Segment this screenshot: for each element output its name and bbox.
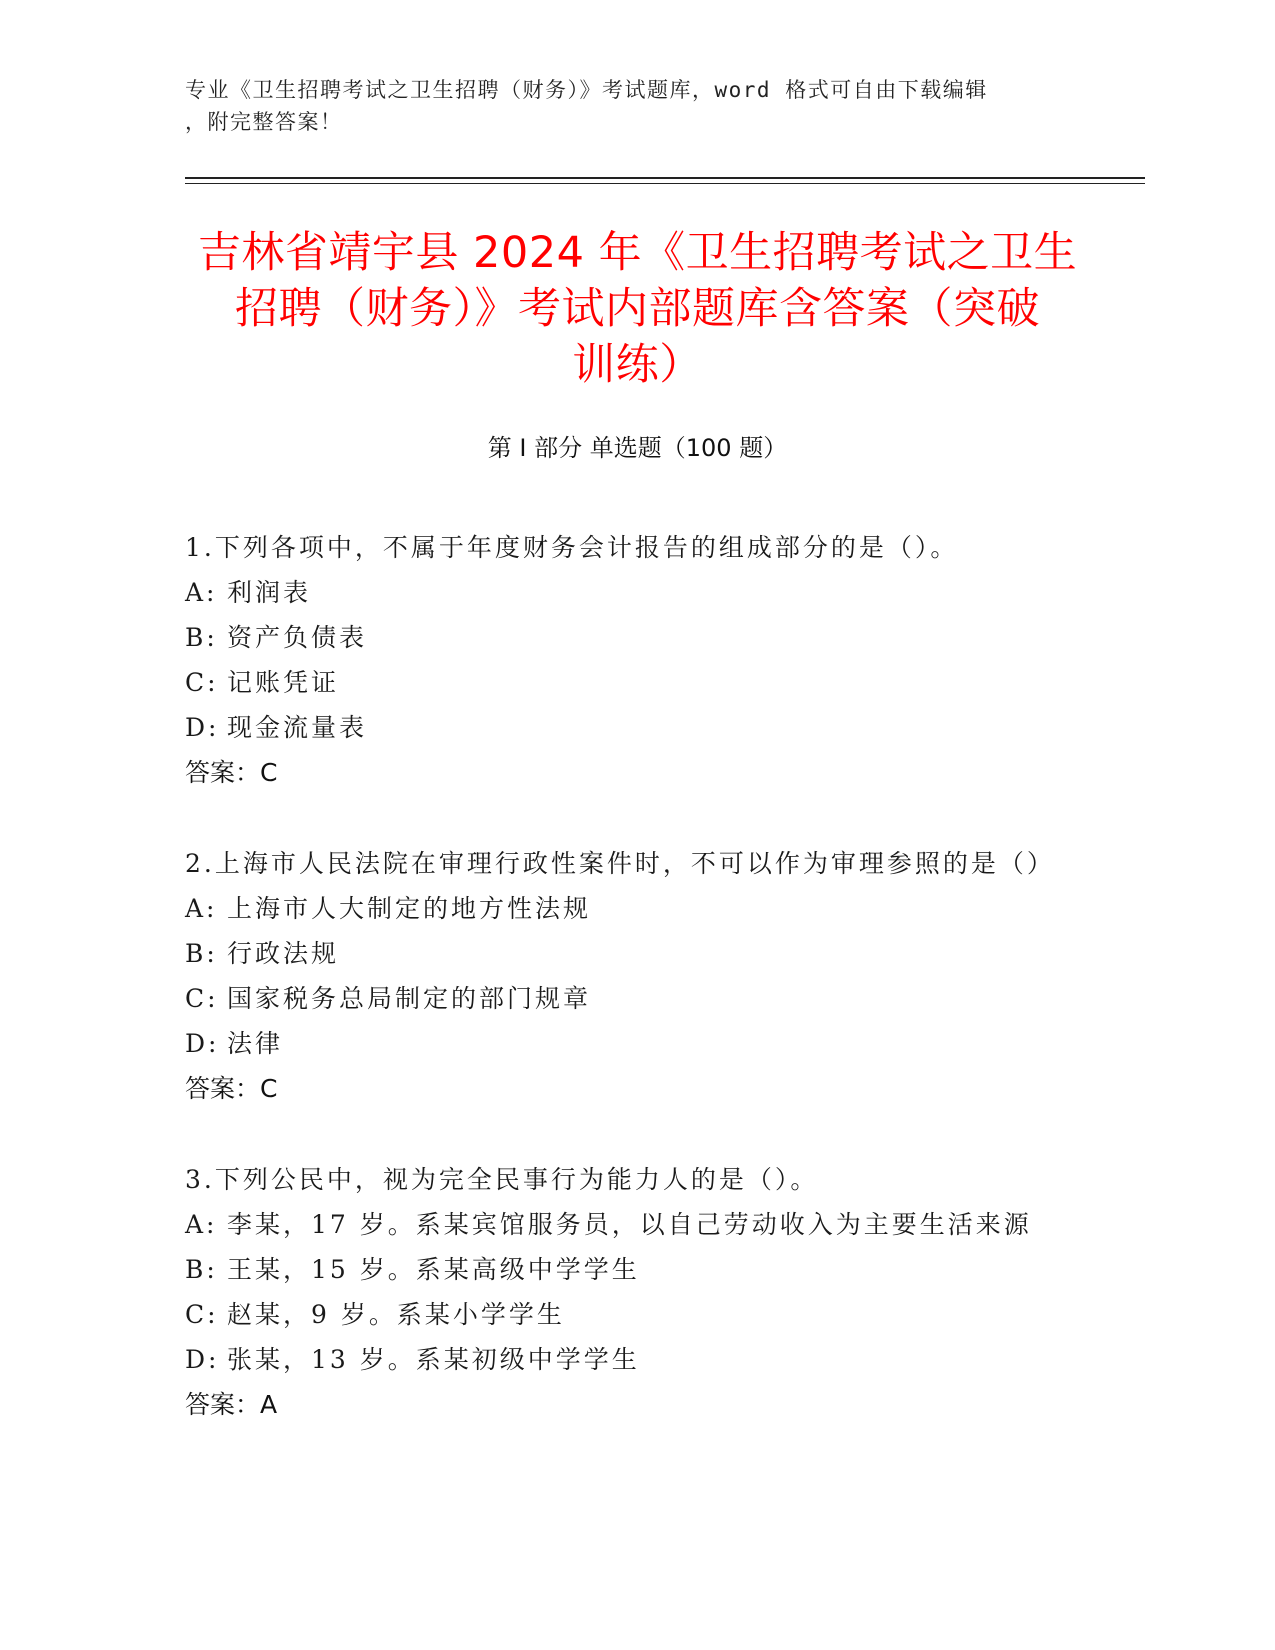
option-letter: D: bbox=[185, 713, 220, 742]
option-c bbox=[185, 976, 1065, 1021]
question-3 bbox=[185, 1157, 1065, 1427]
option-text: 现金流量表 bbox=[227, 713, 368, 742]
answer-line: 答案：C bbox=[185, 758, 278, 787]
option-d bbox=[185, 705, 1065, 750]
section-heading: 第 I 部分 单选题（100 题） bbox=[487, 434, 788, 462]
option-c bbox=[185, 1292, 1065, 1337]
answer-line: 答案：A bbox=[185, 1390, 278, 1419]
option-text: 李某，17 岁。系某宾馆服务员，以自己劳动收入为主要生活来源 bbox=[227, 1210, 1032, 1239]
option-text: 资产负债表 bbox=[227, 623, 368, 652]
option-c bbox=[185, 660, 1065, 705]
option-b bbox=[185, 615, 1065, 660]
option-letter: C: bbox=[185, 1300, 219, 1329]
option-letter: D: bbox=[185, 1029, 220, 1058]
option-text: 王某，15 岁。系某高级中学学生 bbox=[227, 1255, 640, 1284]
option-a bbox=[185, 570, 1065, 615]
option-a bbox=[185, 1202, 1065, 1247]
option-text: 法律 bbox=[227, 1029, 284, 1058]
option-letter: B: bbox=[185, 623, 218, 652]
answer-line: 答案：C bbox=[185, 1074, 278, 1103]
header-divider-thin bbox=[185, 183, 1145, 184]
option-text: 国家税务总局制定的部门规章 bbox=[227, 984, 592, 1013]
option-letter: A: bbox=[185, 1210, 218, 1239]
header-note-line-1: 专业《卫生招聘考试之卫生招聘（财务）》考试题库，word 格式可自由下载编辑 bbox=[185, 78, 988, 102]
question-stem: 1.下列各项中，不属于年度财务会计报告的组成部分的是（）。 bbox=[185, 533, 959, 562]
option-letter: A: bbox=[185, 578, 218, 607]
document-title-line-3: 训练） bbox=[572, 340, 703, 390]
option-d bbox=[185, 1021, 1065, 1066]
option-text: 记账凭证 bbox=[227, 668, 340, 697]
question-1 bbox=[185, 525, 1065, 795]
option-text: 上海市人大制定的地方性法规 bbox=[227, 894, 592, 923]
option-b bbox=[185, 1247, 1065, 1292]
option-letter: C: bbox=[185, 668, 219, 697]
header-divider-thick bbox=[185, 177, 1145, 179]
header-note-line-2: ，附完整答案！ bbox=[185, 110, 343, 134]
option-letter: A: bbox=[185, 894, 218, 923]
option-letter: C: bbox=[185, 984, 219, 1013]
question-list bbox=[185, 525, 1065, 1473]
option-letter: D: bbox=[185, 1345, 220, 1374]
question-stem: 2.上海市人民法院在审理行政性案件时，不可以作为审理参照的是（） bbox=[185, 849, 1055, 878]
header-note bbox=[185, 74, 1085, 138]
document-title bbox=[170, 225, 1105, 393]
option-d bbox=[185, 1337, 1065, 1382]
question-2 bbox=[185, 841, 1065, 1111]
option-text: 赵某，9 岁。系某小学学生 bbox=[227, 1300, 565, 1329]
option-letter: B: bbox=[185, 939, 218, 968]
option-text: 行政法规 bbox=[227, 939, 340, 968]
document-title-line-1: 吉林省靖宇县 2024 年《卫生招聘考试之卫生 bbox=[197, 228, 1078, 278]
document-title-line-2: 招聘（财务）》考试内部题库含答案（突破 bbox=[235, 284, 1040, 334]
option-text: 张某，13 岁。系某初级中学学生 bbox=[227, 1345, 640, 1374]
option-b bbox=[185, 931, 1065, 976]
question-stem: 3.下列公民中，视为完全民事行为能力人的是（）。 bbox=[185, 1165, 819, 1194]
option-letter: B: bbox=[185, 1255, 218, 1284]
option-text: 利润表 bbox=[227, 578, 312, 607]
option-a bbox=[185, 886, 1065, 931]
